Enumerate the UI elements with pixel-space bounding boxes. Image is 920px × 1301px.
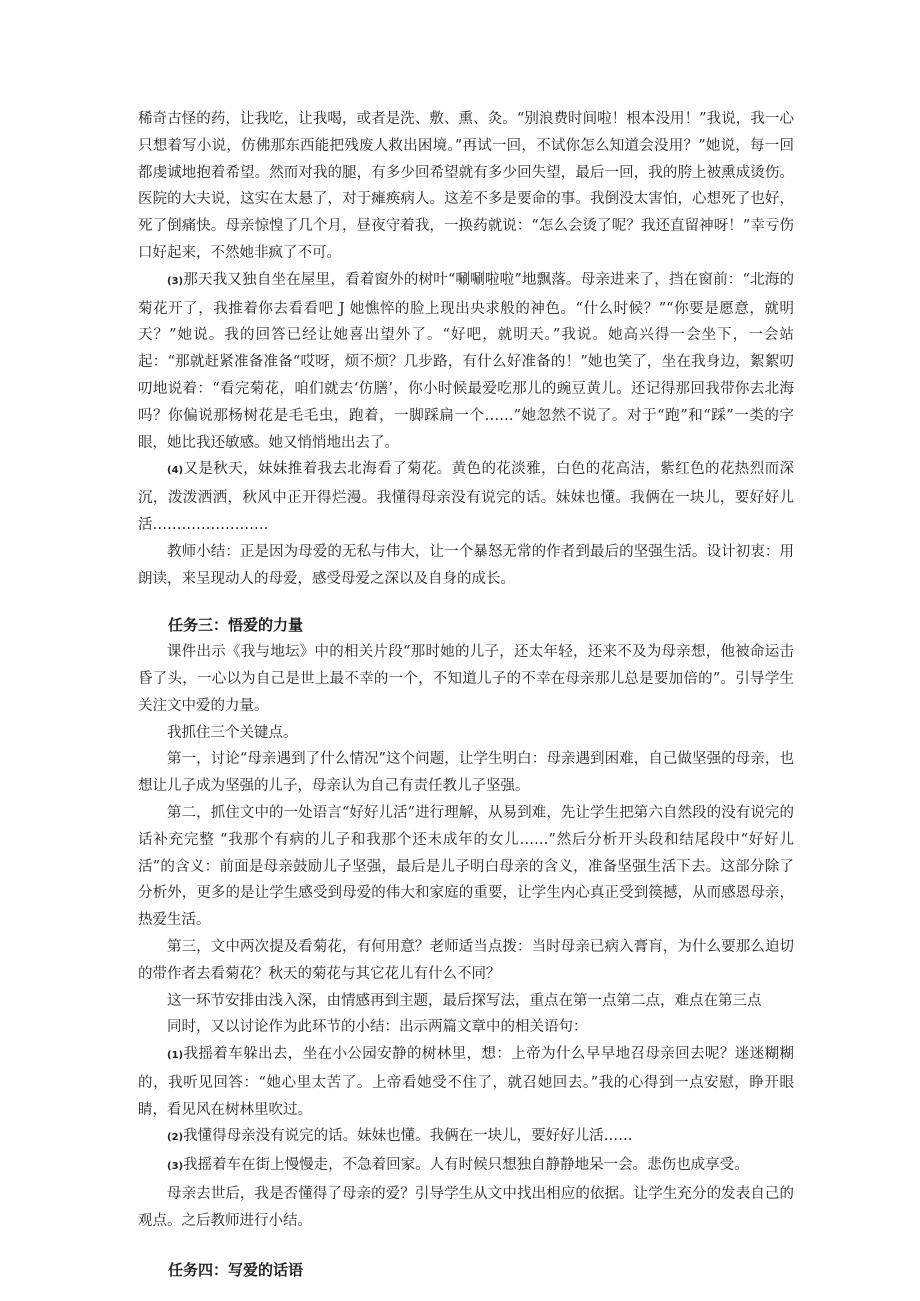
quote-item: [138, 1152, 794, 1181]
quote-text: 我摇着车躲出去，坐在小公园安静的树林里，想：上帝为什么早早地召母亲回去呢？迷迷糊糊的，我听见回答：“她心里太苦了。上帝看她受不住了，就召她回去。”我的心得到一点安慰，睁开眼睛，看见风在树林里吹过。: [138, 1046, 794, 1118]
item-number: (4): [167, 465, 184, 477]
paragraph: 第三，文中两次提及看菊花，有何用意？老师适当点拨：当时母亲已病入膏肓，为什么要那么迫切的带作者去看菊花？秋天的菊花与其它花儿有什么不同？: [138, 938, 794, 982]
section-heading-task3: 任务三：悟爱的力量: [168, 616, 304, 635]
paragraph: 第一，讨论“母亲遇到了什么情况”这个问题，让学生明白：母亲遇到困难，自己做坚强的母亲，也想让儿子成为坚强的儿子，母亲认为自己有责任教儿子坚强。: [138, 751, 794, 795]
paragraph: 第二，抓住文中的一处语言“好好儿活”进行理解，从易到难，先让学生把第六自然段的没有说完的话补充完整 “我那个有病的儿子和我那个还未成年的女儿……”然后分析开头段和结尾段中“好好儿活”的含义：前面是母亲鼓励儿子坚强，最后是儿子明白母亲的含义，准备坚强生活下去。这部分除了分析外，更多的是让学生感受到母爱的伟大和家庭的重要，让学生内心真正受到篌撼，从而感恩母亲，热爱生活。: [138, 804, 794, 929]
item-number: (3): [167, 1161, 184, 1173]
paragraph: 我抓住三个关键点。: [167, 724, 298, 741]
item-number: (1): [167, 1050, 184, 1062]
paragraph: 母亲去世后，我是否懂得了母亲的爱？引导学生从文中找出相应的依据。让学生充分的发表自己的观点。之后教师进行小结。: [138, 1186, 794, 1229]
paragraph: 这一环节安排由浅入深，由情感再到主题，最后探写法，重点在第一点第二点，难点在第三点: [167, 992, 762, 1009]
quote-text: 我懂得母亲没有说完的话。妹妹也懂。我俩在一块儿，要好好儿活……: [183, 1128, 633, 1145]
paragraph: [138, 267, 794, 457]
paragraph: [138, 456, 794, 538]
section-heading-task4: 任务四：写爱的话语: [168, 1260, 304, 1279]
quote-text: 我摇着车在街上慢慢走，不急着回家。人有时候只想独自静静地呆一会。悲伤也成享受。: [183, 1157, 749, 1174]
paragraph-text: 又是秋天，妹妹推着我去北海看了菊花。黄色的花淡雅，白色的花高洁，紫红色的花热烈而深沉，泼泼洒洒，秋风中正开得烂漫。我懂得母亲没有说完的话。妹妹也懂。我俩在一块儿，要好好儿活……………………: [138, 461, 794, 533]
document-page: [138, 106, 794, 1283]
paragraph: 稀奇古怪的药，让我吃，让我喝，或者是洗、敷、熏、灸。“别浪费时间啦！根本没用！”我说，我一心只想着写小说，仿佛那东西能把残废人救出困境。”再试一回，不试你怎么知道会没用？”她说，每一回都虔诚地抱着希望。然而对我的腿，有多少回希望就有多少回失望，最后一回，我的胯上被熏成烫伤。医院的大夫说，这实在太悬了，对于瘫痪病人。这差不多是要命的事。我倒没太害怕，心想死了也好，死了倒痛快。母亲惊惶了几个月，昼夜守着我，一换药就说：“怎么会烫了呢？我还直留神呀！”幸亏伤口好起来，不然她非疯了不可。: [138, 111, 794, 261]
quote-item: [138, 1123, 794, 1152]
item-number: (2): [167, 1132, 184, 1144]
teacher-summary: 教师小结：正是因为母爱的无私与伟大，让一个暴怒无常的作者到最后的坚强生活。设计初衷：用朗读，来呈现动人的母爱，感受母爱之深以及自身的成长。: [138, 543, 794, 587]
paragraph: 同时，又以讨论作为此环节的小结：出示两篇文章中的相关语句：: [167, 1019, 588, 1036]
quote-item: [138, 1041, 794, 1123]
item-number: (3): [167, 275, 184, 287]
paragraph: 课件出示《我与地坛》中的相关片段“那时她的儿子，还太年轻，还来不及为母亲想，他被命运击昏了头，一心以为自己是世上最不幸的一个，不知道儿子的不幸在母亲那儿总是要加倍的”。引导学生关注文中爱的力量。: [138, 644, 794, 714]
paragraph-text: 那天我又独自坐在屋里，看着窗外的树叶“唰唰啦啦”地飘落。母亲进来了，挡在窗前：“北海的菊花开了，我推着你去看看吧 J 她憔悴的脸上现出央求般的神色。“什么时候？”“你要是愿意，就明天？”她说。我的回答已经让她喜出望外了。“好吧，就明天。”我说。她高兴得一会坐下，一会站起：“那就赶紧准备准备“哎呀，烦不烦？几步路，有什么好准备的！”她也笑了，坐在我身边，絮絮叨叨地说着：“看完菊花，咱们就去‘仿膳’，你小时候最爱吃那儿的豌豆黄儿。还记得那回我带你去北海吗？你偏说那杨树花是毛毛虫，跑着，一脚踩扁一个……”她忽然不说了。对于“跑”和“踩”一类的字眼，她比我还敏感。她又悄悄地出去了。: [138, 271, 794, 451]
